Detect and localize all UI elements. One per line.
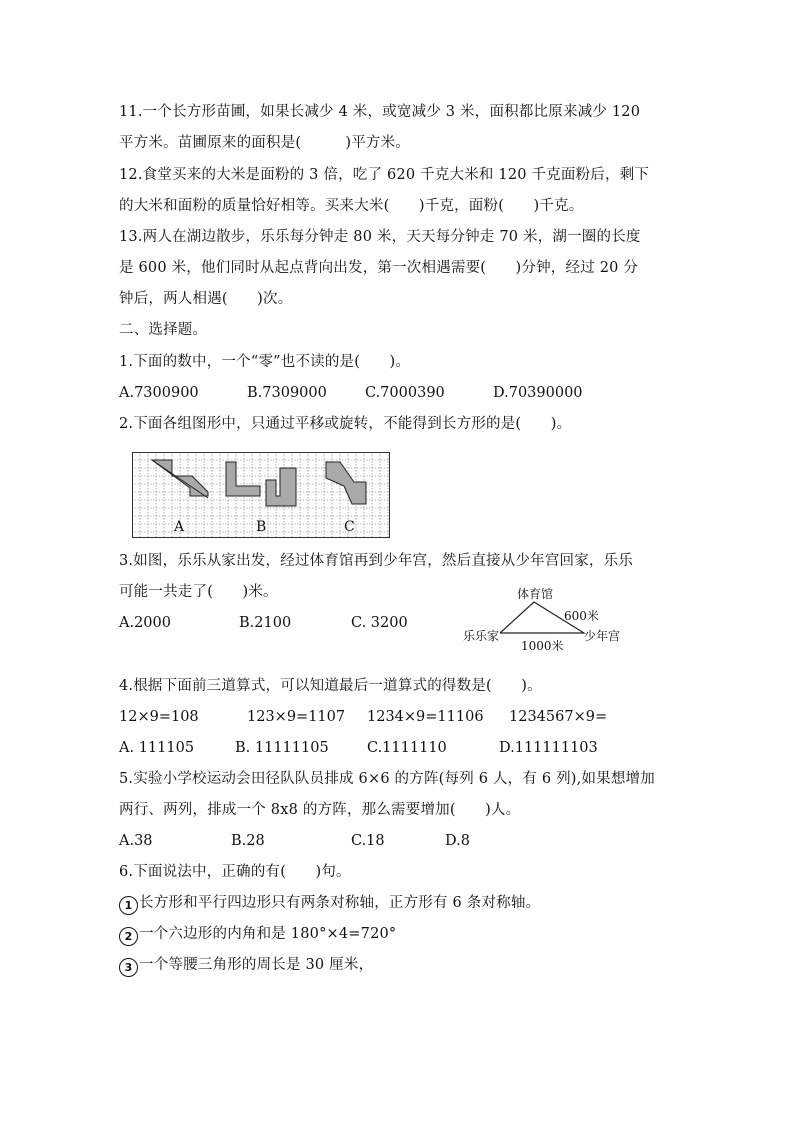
label-gym: 体育馆 <box>517 587 554 601</box>
figure-label-b: B <box>256 519 267 535</box>
q12-line-1: 12.食堂买来的大米是面粉的 3 倍，吃了 620 千克大米和 120 千克面粉后，剩下 <box>119 167 650 183</box>
q13-line-3: 钟后，两人相遇( )次。 <box>119 291 293 307</box>
q3-line-2: 可能一共走了( )米。 <box>119 584 278 600</box>
q6-statement-2 <box>119 924 396 946</box>
q1-option-c: C.7000390 <box>365 385 445 401</box>
q5-option-b: B.28 <box>231 833 265 849</box>
circled-number-3: 3 <box>119 958 138 977</box>
q11-line-2: 平方米。苗圃原来的面积是( )平方米。 <box>119 135 411 151</box>
q5-option-c: C.18 <box>351 833 385 849</box>
q3-line-1: 3.如图，乐乐从家出发，经过体育馆再到少年宫，然后直接从少年宫回家，乐乐 <box>119 553 634 569</box>
q4-option-c: C.1111110 <box>367 740 447 756</box>
q12-line-2: 的大米和面粉的质量恰好相等。买来大米( )千克，面粉( )千克。 <box>119 198 584 214</box>
section-title: 二、选择题。 <box>119 322 208 338</box>
q13-line-2: 是 600 米，他们同时从起点背向出发，第一次相遇需要( )分钟，经过 20 分 <box>119 260 639 276</box>
equation-4: 1234567×9= <box>509 709 608 725</box>
statement-1-text: 长方形和平行四边形只有两条对称轴，正方形有 6 条对称轴。 <box>139 895 541 911</box>
q4-option-a: A. 111105 <box>119 740 195 756</box>
q5-line-2: 两行、两列，排成一个 8x8 的方阵，那么需要增加( )人。 <box>119 802 521 818</box>
q4-option-d: D.111111103 <box>499 740 598 756</box>
q6-statement-3 <box>119 955 373 977</box>
q3-option-b: B.2100 <box>239 615 292 631</box>
q13-line-1: 13.两人在湖边散步，乐乐每分钟走 80 米，天天每分钟走 70 米，湖一圈的长度 <box>119 229 641 245</box>
q11-line-1: 11.一个长方形苗圃，如果长减少 4 米，或宽减少 3 米，面积都比原来减少 120 <box>119 104 641 120</box>
q6-text: 6.下面说法中，正确的有( )句。 <box>119 864 351 880</box>
q3-option-c: C. 3200 <box>351 615 408 631</box>
statement-2-text: 一个六边形的内角和是 180°×4=720° <box>139 926 397 942</box>
q1-option-d: D.70390000 <box>493 385 583 401</box>
equation-2: 123×9=1107 <box>247 709 346 725</box>
q1-option-a: A.7300900 <box>119 385 199 401</box>
q2-text: 2.下面各组图形中，只通过平移或旋转，不能得到长方形的是( )。 <box>119 416 572 432</box>
q1-option-b: B.7309000 <box>247 385 327 401</box>
q5-option-d: D.8 <box>445 833 470 849</box>
circled-number-2: 2 <box>119 927 138 946</box>
label-600m: 600米 <box>564 609 599 623</box>
figure-label-a: A <box>174 519 185 535</box>
q5-line-1: 5.实验小学校运动会田径队队员排成 6×6 的方阵(每列 6 人，有 6 列),如果想增加 <box>119 771 655 787</box>
label-home: 乐乐家 <box>463 629 500 643</box>
q4-text: 4.根据下面前三道算式，可以知道最后一道算式的得数是( )。 <box>119 678 542 694</box>
statement-3-text: 一个等腰三角形的周长是 30 厘米， <box>139 957 374 973</box>
q3-option-a: A.2000 <box>119 615 171 631</box>
shape-b-part2 <box>266 468 296 506</box>
shape-b <box>226 462 260 496</box>
q4-option-b: B. 11111105 <box>235 740 329 756</box>
q6-statement-1 <box>119 893 540 915</box>
q1-text: 1.下面的数中，一个“零”也不读的是( )。 <box>119 354 411 370</box>
label-1000m: 1000米 <box>521 639 564 653</box>
label-youth-palace-text: 少年宫 <box>584 629 621 643</box>
equation-1: 12×9=108 <box>119 709 199 725</box>
q5-option-a: A.38 <box>119 833 153 849</box>
circled-number-1: 1 <box>119 896 138 915</box>
equation-3: 1234×9=11106 <box>367 709 484 725</box>
figure-label-c: C <box>344 519 355 535</box>
